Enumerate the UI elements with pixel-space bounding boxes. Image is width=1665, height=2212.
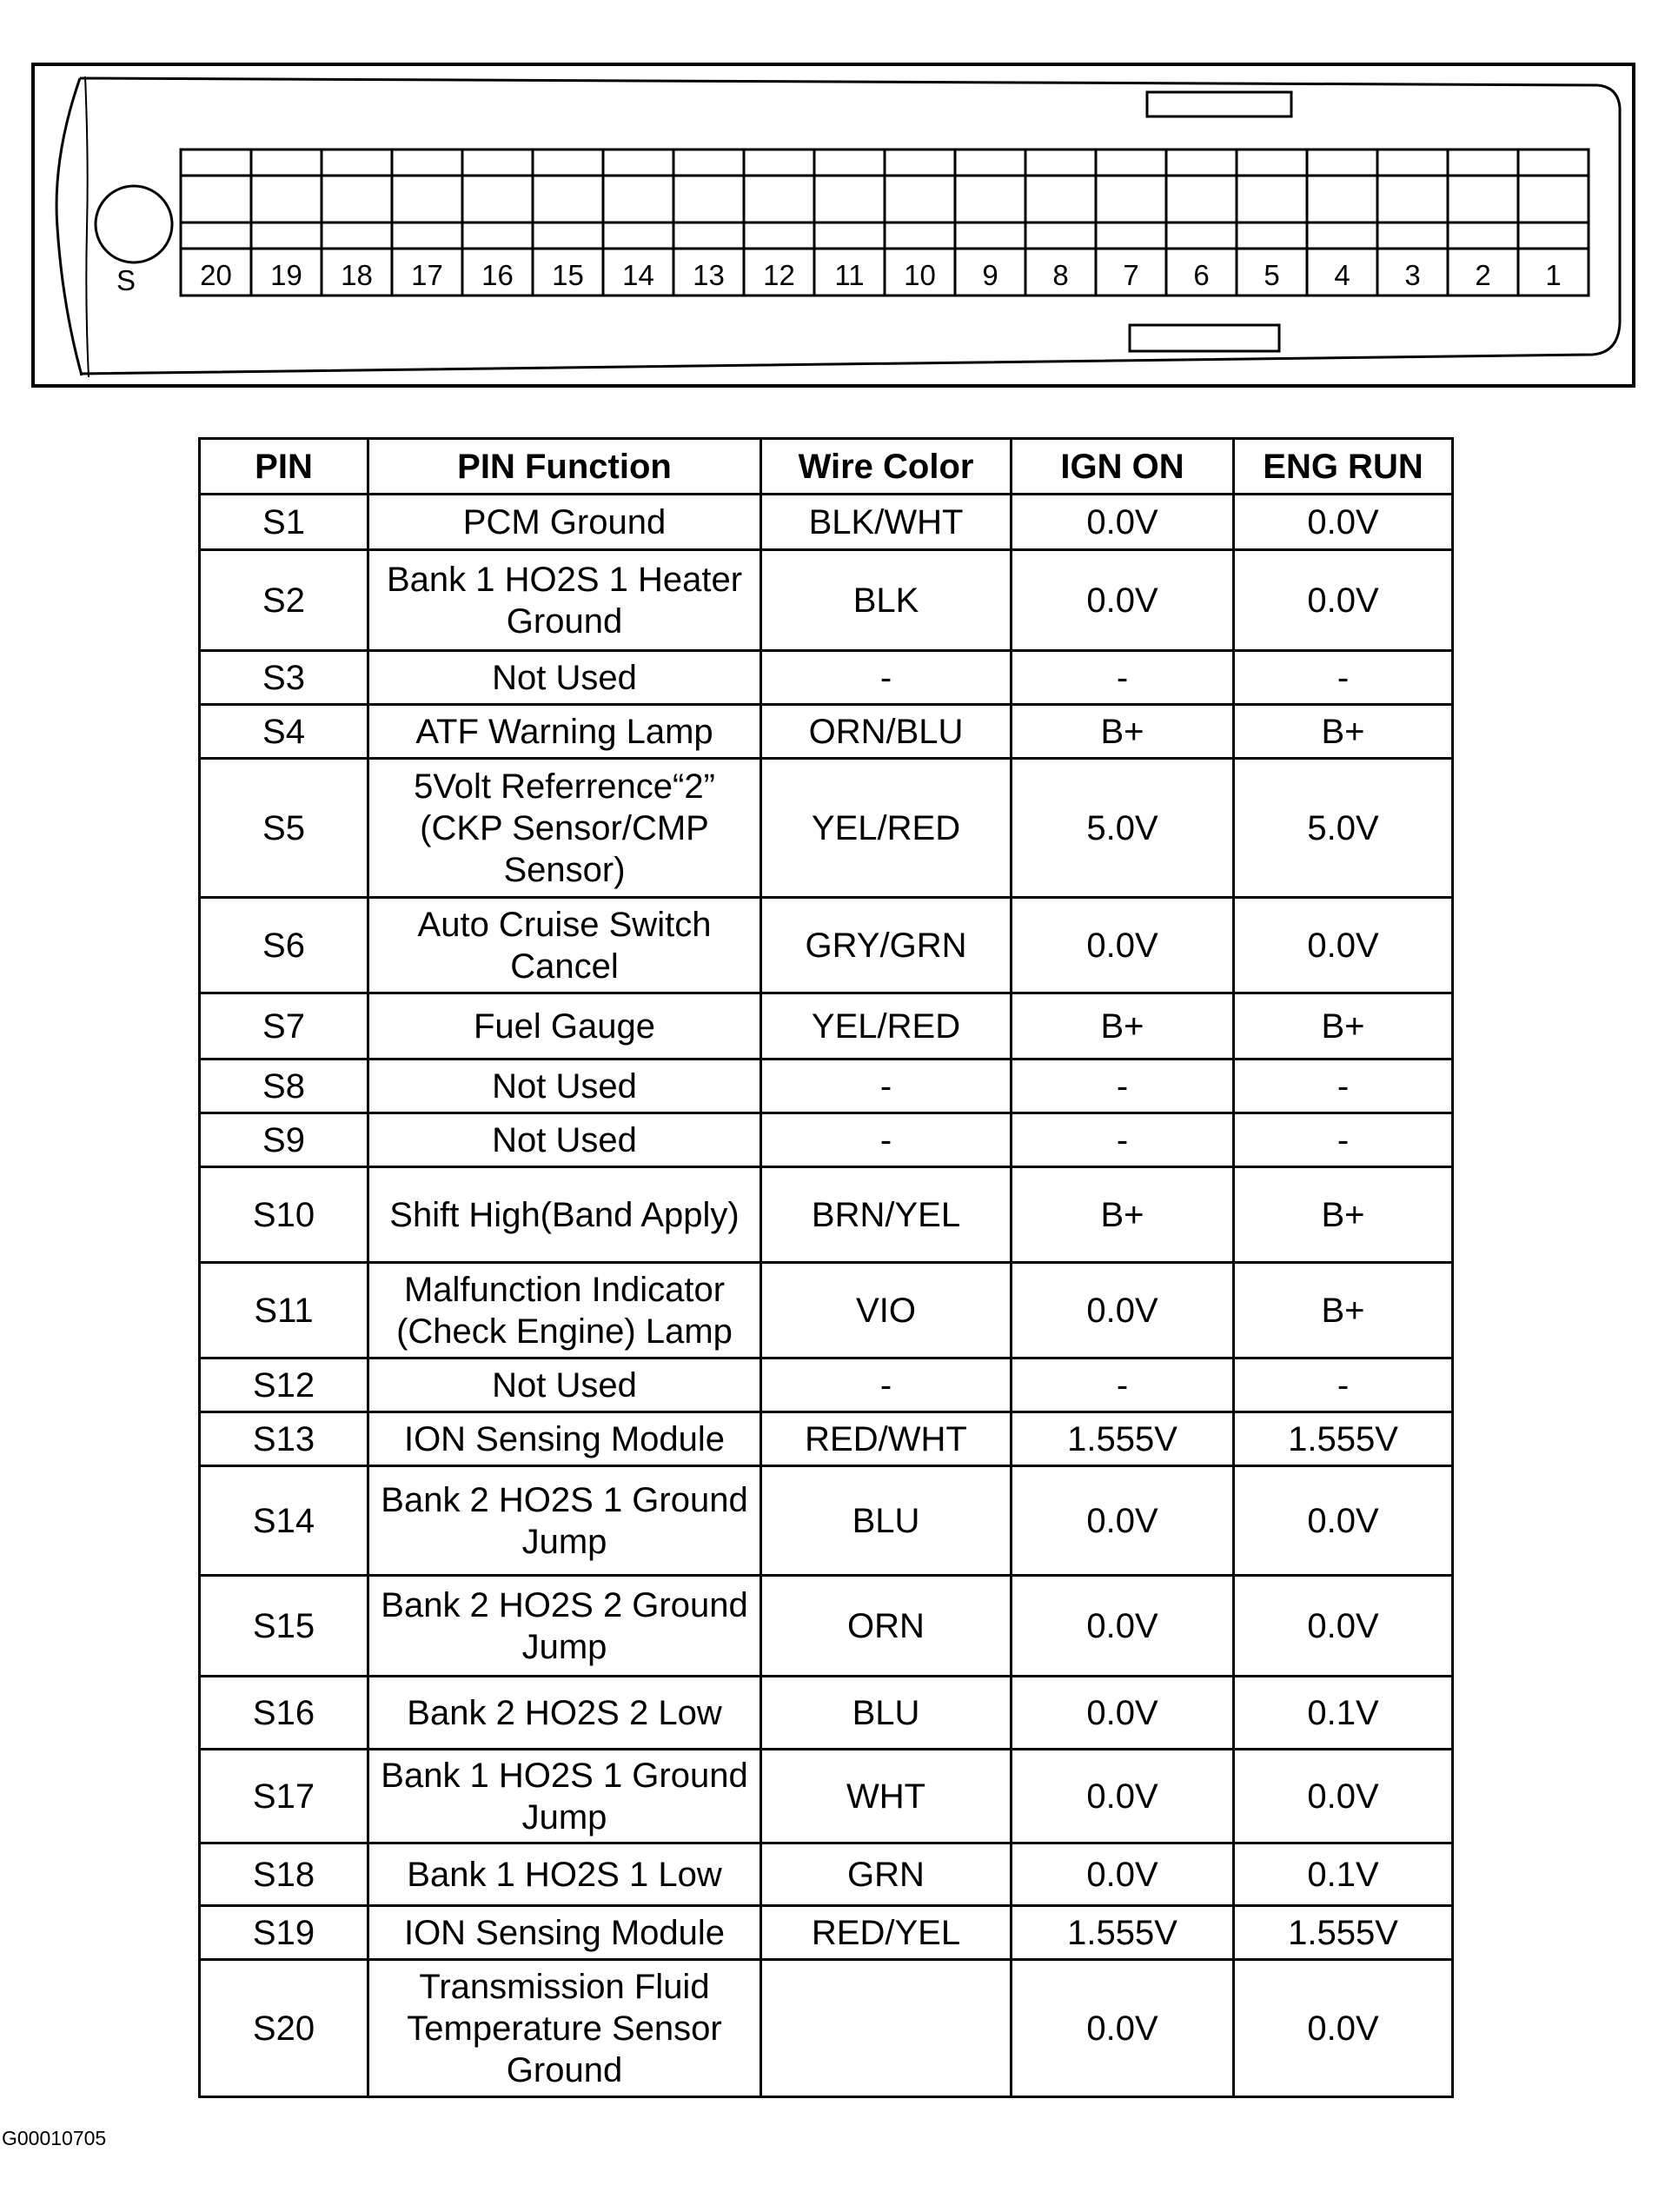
pinout-table [198, 437, 1454, 2098]
cell-pin-function: Not Used [368, 1060, 761, 1113]
pin-number: 7 [1123, 259, 1139, 291]
cell-pin-function: Bank 1 HO2S 1 Ground Jump [368, 1750, 761, 1843]
cell-ign-on: - [1012, 1060, 1234, 1113]
cell-wire-color: - [761, 651, 1012, 705]
pin-number: 9 [982, 259, 998, 291]
cell-pin: S14 [200, 1466, 368, 1576]
pin-number: 14 [622, 259, 654, 291]
cell-pin: S7 [200, 993, 368, 1060]
cell-eng-run: 5.0V [1234, 759, 1453, 898]
cell-wire-color: RED/WHT [761, 1412, 1012, 1466]
table-row [200, 1263, 1453, 1358]
pin-number: 15 [552, 259, 584, 291]
pin-number: 2 [1475, 259, 1491, 291]
cell-eng-run: 0.0V [1234, 1750, 1453, 1843]
header-pin: PIN [200, 439, 368, 495]
pin-number: 3 [1404, 259, 1421, 291]
cell-pin-function: Bank 2 HO2S 1 Ground Jump [368, 1466, 761, 1576]
header-wire-color: Wire Color [761, 439, 1012, 495]
cell-wire-color: WHT [761, 1750, 1012, 1843]
cell-pin: S8 [200, 1060, 368, 1113]
table-row [200, 1960, 1453, 2097]
table-row [200, 495, 1453, 550]
pin-number: 16 [481, 259, 514, 291]
cell-pin-function: Bank 2 HO2S 2 Low [368, 1677, 761, 1750]
cell-ign-on: 0.0V [1012, 898, 1234, 993]
cell-pin-function: Transmission Fluid Temperature Sensor Ground [368, 1960, 761, 2097]
cell-ign-on: 0.0V [1012, 1960, 1234, 2097]
table-row [200, 759, 1453, 898]
table-row [200, 1843, 1453, 1906]
bottom-lock-tab [1130, 325, 1279, 351]
cell-pin: S15 [200, 1576, 368, 1677]
cell-pin: S5 [200, 759, 368, 898]
cell-ign-on: 5.0V [1012, 759, 1234, 898]
cell-eng-run: 0.0V [1234, 898, 1453, 993]
cell-eng-run: B+ [1234, 993, 1453, 1060]
table-row [200, 705, 1453, 759]
cell-wire-color: BLU [761, 1466, 1012, 1576]
cell-eng-run: 0.0V [1234, 1576, 1453, 1677]
figure-id: G00010705 [2, 2127, 107, 2149]
cell-pin-function: Not Used [368, 1358, 761, 1412]
cell-ign-on: - [1012, 1358, 1234, 1412]
connector-side-label: S [116, 264, 136, 296]
cell-eng-run: B+ [1234, 1263, 1453, 1358]
cell-pin: S11 [200, 1263, 368, 1358]
pin-number: 5 [1264, 259, 1280, 291]
pin-number: 1 [1545, 259, 1562, 291]
header-pin-function: PIN Function [368, 439, 761, 495]
cell-pin: S6 [200, 898, 368, 993]
cell-pin: S10 [200, 1167, 368, 1263]
cell-wire-color [761, 1960, 1012, 2097]
cell-eng-run: - [1234, 1113, 1453, 1167]
pin-number: 11 [834, 259, 865, 291]
cell-pin: S13 [200, 1412, 368, 1466]
table-row [200, 651, 1453, 705]
cell-eng-run: 1.555V [1234, 1906, 1453, 1960]
cell-pin-function: PCM Ground [368, 495, 761, 550]
cell-pin-function: Not Used [368, 1113, 761, 1167]
pin-number: 12 [763, 259, 795, 291]
cell-ign-on: 0.0V [1012, 550, 1234, 651]
key-hole [96, 186, 172, 262]
cell-wire-color: - [761, 1113, 1012, 1167]
cell-wire-color: BLK [761, 550, 1012, 651]
cell-ign-on: 0.0V [1012, 495, 1234, 550]
cell-ign-on: B+ [1012, 993, 1234, 1060]
cell-wire-color: GRY/GRN [761, 898, 1012, 993]
header-eng-run: ENG RUN [1234, 439, 1453, 495]
cell-pin: S17 [200, 1750, 368, 1843]
table-row [200, 1677, 1453, 1750]
cell-wire-color: YEL/RED [761, 993, 1012, 1060]
cell-ign-on: 0.0V [1012, 1466, 1234, 1576]
table-row [200, 1750, 1453, 1843]
connector-outline [31, 63, 1635, 388]
table-row [200, 1358, 1453, 1412]
cell-ign-on: 0.0V [1012, 1750, 1234, 1843]
cell-eng-run: 0.1V [1234, 1677, 1453, 1750]
cell-wire-color: YEL/RED [761, 759, 1012, 898]
cell-pin-function: Fuel Gauge [368, 993, 761, 1060]
cell-eng-run: B+ [1234, 705, 1453, 759]
table-row [200, 550, 1453, 651]
cell-ign-on: - [1012, 1113, 1234, 1167]
table-row [200, 898, 1453, 993]
cell-wire-color: BLK/WHT [761, 495, 1012, 550]
cell-pin-function: Not Used [368, 651, 761, 705]
top-lock-tab [1147, 92, 1291, 116]
cell-wire-color: BRN/YEL [761, 1167, 1012, 1263]
pin-number: 4 [1334, 259, 1350, 291]
table-header-row [200, 439, 1453, 495]
connector-diagram [31, 63, 1635, 388]
cell-wire-color: ORN/BLU [761, 705, 1012, 759]
cell-ign-on: 0.0V [1012, 1263, 1234, 1358]
cell-ign-on: - [1012, 651, 1234, 705]
pin-number: 17 [411, 259, 443, 291]
table-row [200, 993, 1453, 1060]
cell-pin: S1 [200, 495, 368, 550]
cell-eng-run: - [1234, 1358, 1453, 1412]
cell-pin: S9 [200, 1113, 368, 1167]
cell-wire-color: BLU [761, 1677, 1012, 1750]
cell-pin-function: Bank 1 HO2S 1 Low [368, 1843, 761, 1906]
table-row [200, 1576, 1453, 1677]
header-ign-on: IGN ON [1012, 439, 1234, 495]
cell-pin: S20 [200, 1960, 368, 2097]
pin-number: 13 [693, 259, 725, 291]
table-row [200, 1412, 1453, 1466]
cell-pin: S18 [200, 1843, 368, 1906]
cell-pin-function: Auto Cruise Switch Cancel [368, 898, 761, 993]
cell-pin-function: Shift High(Band Apply) [368, 1167, 761, 1263]
pin-number: 6 [1193, 259, 1210, 291]
cell-ign-on: 0.0V [1012, 1677, 1234, 1750]
cell-eng-run: 0.0V [1234, 1960, 1453, 2097]
cell-pin-function: ION Sensing Module [368, 1412, 761, 1466]
cell-wire-color: - [761, 1358, 1012, 1412]
cell-pin: S16 [200, 1677, 368, 1750]
cell-ign-on: 1.555V [1012, 1412, 1234, 1466]
cell-pin: S3 [200, 651, 368, 705]
cell-wire-color: VIO [761, 1263, 1012, 1358]
table-row [200, 1113, 1453, 1167]
pin-number: 20 [200, 259, 232, 291]
cell-pin: S4 [200, 705, 368, 759]
cell-pin-function: ATF Warning Lamp [368, 705, 761, 759]
cell-ign-on: B+ [1012, 705, 1234, 759]
cell-pin-function: ION Sensing Module [368, 1906, 761, 1960]
table-row [200, 1906, 1453, 1960]
pin-number: 18 [341, 259, 373, 291]
cell-eng-run: - [1234, 1060, 1453, 1113]
cell-pin-function: Bank 2 HO2S 2 Ground Jump [368, 1576, 761, 1677]
cell-pin: S19 [200, 1906, 368, 1960]
cell-eng-run: 0.1V [1234, 1843, 1453, 1906]
cell-wire-color: GRN [761, 1843, 1012, 1906]
cell-pin-function: 5Volt Referrence“2” (CKP Sensor/CMP Sensor) [368, 759, 761, 898]
table-row [200, 1167, 1453, 1263]
cell-ign-on: 0.0V [1012, 1576, 1234, 1677]
table-row [200, 1060, 1453, 1113]
cell-pin-function: Malfunction Indicator (Check Engine) Lamp [368, 1263, 761, 1358]
cell-eng-run: 0.0V [1234, 1466, 1453, 1576]
cell-eng-run: 0.0V [1234, 495, 1453, 550]
pin-number: 10 [904, 259, 936, 291]
cell-pin: S2 [200, 550, 368, 651]
cell-pin: S12 [200, 1358, 368, 1412]
cell-ign-on: 0.0V [1012, 1843, 1234, 1906]
cell-wire-color: - [761, 1060, 1012, 1113]
cell-wire-color: RED/YEL [761, 1906, 1012, 1960]
cell-ign-on: 1.555V [1012, 1906, 1234, 1960]
cell-eng-run: 0.0V [1234, 550, 1453, 651]
cell-pin-function: Bank 1 HO2S 1 Heater Ground [368, 550, 761, 651]
table-row [200, 1466, 1453, 1576]
cell-eng-run: B+ [1234, 1167, 1453, 1263]
pin-number: 8 [1052, 259, 1069, 291]
cell-wire-color: ORN [761, 1576, 1012, 1677]
cell-eng-run: 1.555V [1234, 1412, 1453, 1466]
cell-eng-run: - [1234, 651, 1453, 705]
cell-ign-on: B+ [1012, 1167, 1234, 1263]
pin-number: 19 [270, 259, 302, 291]
